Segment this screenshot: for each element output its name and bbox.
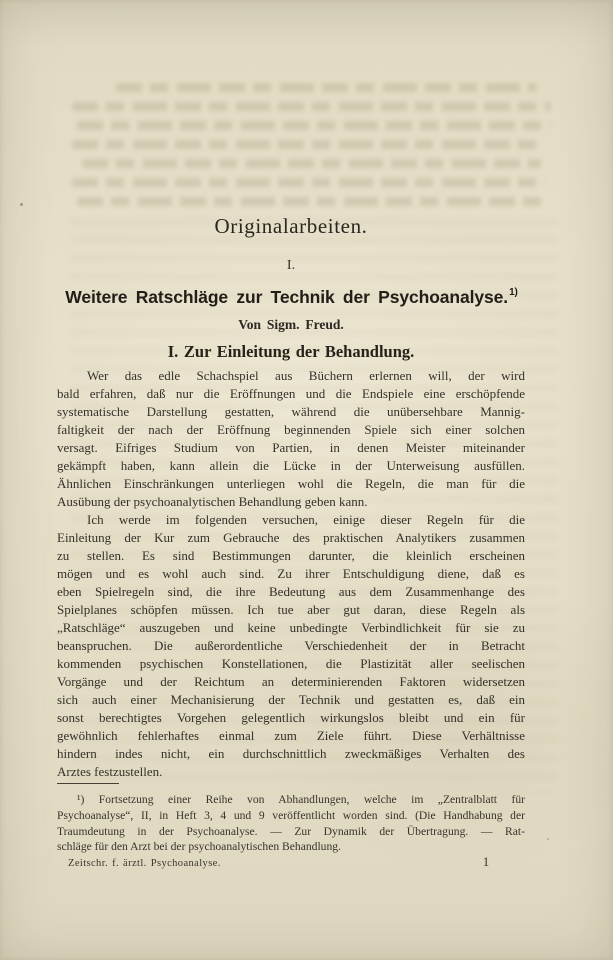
text-line: Traumdeutung in der Psychoanalyse. — Zur Dynamik der Übertragung. — Rat-	[57, 824, 525, 838]
text-line: Spielplanes schöpfen müssen. Ich tue aber gut daran, diese Regeln als	[57, 602, 525, 617]
article-title-text: Weitere Ratschläge zur Technik der Psychoanalyse.	[65, 287, 509, 307]
paper-speck	[20, 203, 23, 206]
text-line: Ähnlichen Einschränkungen unterliegen wohl die Regeln, die man für die	[57, 476, 525, 491]
text-line: faltigkeit der nach der Eröffnung beginnenden Spiele sich einer solchen	[57, 422, 525, 437]
text-line: versagt. Eifriges Studium von Partien, in denen Meister miteinander	[57, 440, 525, 455]
ghost-text-line	[72, 178, 546, 187]
text-line: hindern indes nicht, ein durchschnittlich zweckmäßiges Verhalten des	[57, 746, 525, 761]
text-line: eben Spielregeln sind, die ihre Bedeutung aus dem Zusammenhange des	[57, 584, 525, 599]
byline: Von Sigm. Freud.	[238, 317, 344, 332]
footer-journal-abbrev: Zeitschr. f. ärztl. Psychoanalyse.	[68, 858, 221, 869]
ghost-text-line	[72, 102, 551, 111]
text-line: „Ratschläge“ auszugeben und keine unbedingte Verbindlichkeit für sie zu	[57, 620, 525, 635]
body-text	[57, 367, 525, 781]
text-line: ¹) Fortsetzung einer Reihe von Abhandlungen, welche im „Zentralblatt für	[77, 793, 525, 806]
ghost-text-line	[72, 140, 541, 149]
bleed-through-top	[72, 83, 561, 215]
article-title	[57, 287, 525, 308]
journal-section-title: Originalarbeiten.	[214, 214, 368, 238]
text-line: Einleitung der Kur zum Gebrauche des praktischen Analytikers zusammen	[57, 530, 525, 545]
text-line: mögen und es wohl auch sind. Zu ihrer Entschuldigung diene, daß es	[57, 566, 525, 581]
text-line: sonst berechtigtes Vorgehen gelegentlich wirkungslos bleibt und ein für	[57, 710, 525, 725]
text-line: Ich werde im folgenden versuchen, einige dieser Regeln für die	[87, 512, 525, 527]
paper-speck	[547, 838, 549, 840]
text-line: Ausübung der psychoanalytischen Behandlung geben kann.	[57, 494, 368, 509]
page-number: 1	[482, 855, 490, 869]
text-line: gewöhnlich fehlerhaftes einmal zum Ziele führt. Diese Verhältnisse	[57, 728, 525, 743]
ghost-text-line	[77, 121, 551, 130]
text-line: gekämpft haben, kann allein die Lücke in der Unterweisung ausfüllen.	[57, 458, 525, 473]
section-heading: I. Zur Einleitung der Behandlung.	[167, 342, 415, 361]
text-line: zu stellen. Es sind Bestimmungen darunter, die kleinlich erscheinen	[57, 548, 525, 563]
ghost-text-line	[116, 83, 537, 92]
text-line: Wer das edle Schachspiel aus Büchern erlernen will, der wird	[87, 368, 525, 383]
title-footnote-mark: 1)	[509, 287, 518, 299]
text-line: Psychoanalyse“, II, in Heft 3, 4 und 9 veröffentlicht worden sind. (Die Handhabung der	[57, 808, 525, 822]
footnote-separator	[57, 783, 119, 784]
ghost-text-line	[77, 197, 542, 206]
text-line: Arztes festzustellen.	[57, 764, 163, 779]
footnote	[57, 792, 525, 855]
ghost-text-line	[82, 159, 542, 168]
text-line: kommenden psychischen Konstellationen, die Plastizität aller seelischen	[57, 656, 525, 671]
text-line: bald erfahren, daß nur die Eröffnungen und die Endspiele eine erschöpfende	[57, 386, 525, 401]
article-number: I.	[286, 258, 296, 273]
text-line: beanspruchen. Die außerordentliche Verschiedenheit der in Betracht	[57, 638, 525, 653]
text-line: schläge für den Arzt bei der psychoanalytischen Behandlung.	[57, 840, 341, 854]
text-line: systematische Darstellung gestatten, während die unübersehbare Mannig-	[57, 404, 525, 419]
text-line: sich auch einer Mechanisierung der Technik und gestatten es, daß ein	[57, 692, 525, 707]
text-line: Vorgänge und der Reichtum an determinierenden Faktoren widersetzen	[57, 674, 525, 689]
